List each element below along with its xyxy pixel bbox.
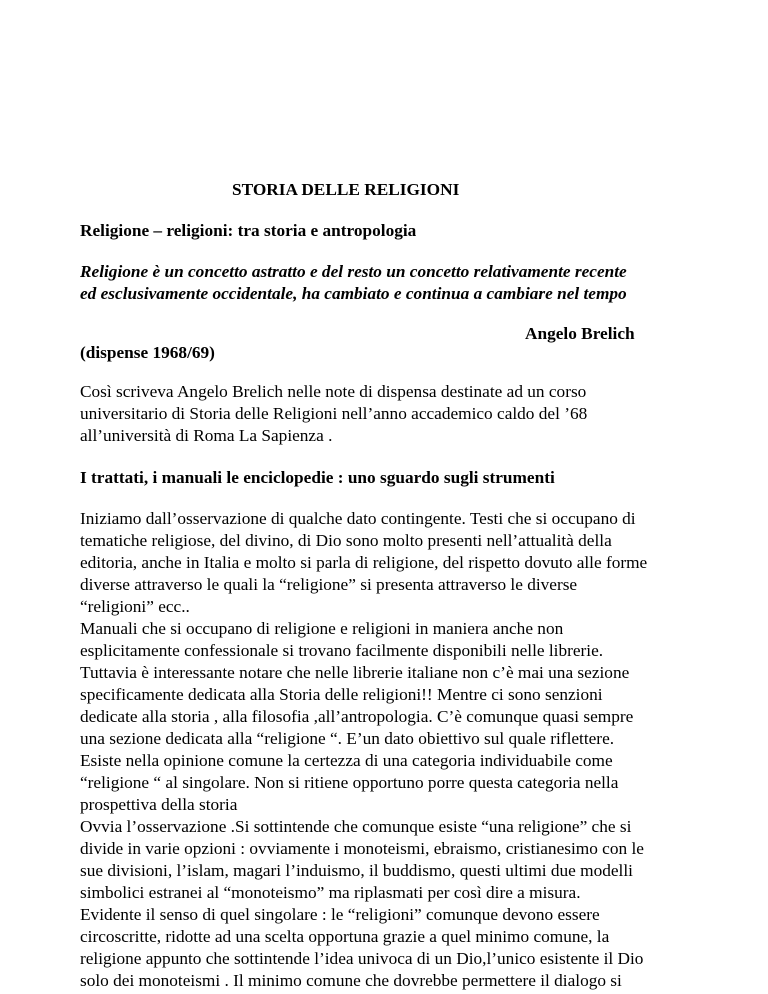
body-line: solo dei monoteismi . Il minimo comune che dovrebbe permettere il dialogo si — [80, 971, 622, 990]
body-line: Esiste nella opinione comune la certezza di una categoria individuabile come — [80, 751, 613, 770]
body-line: simbolici estranei al “monoteismo” ma riplasmati per così dire a misura. — [80, 883, 581, 902]
body-line: “religioni” ecc.. — [80, 597, 190, 616]
body-line: “religione “ al singolare. Non si ritiene opportuno porre questa categoria nella — [80, 773, 619, 792]
body-line: divide in varie opzioni : ovviamente i monoteismi, ebraismo, cristianesimo con le — [80, 839, 644, 858]
body-line: Manuali che si occupano di religione e religioni in maniera anche non — [80, 619, 564, 638]
body-line: prospettiva della storia — [80, 795, 238, 814]
quote-line: Religione è un concetto astratto e del resto un concetto relativamente recente — [80, 262, 627, 281]
body-line: Evidente il senso di quel singolare : le “religioni” comunque devono essere — [80, 905, 600, 924]
quote-author: Angelo Brelich — [525, 324, 635, 343]
body-line: tematiche religiose, del divino, di Dio sono molto presenti nell’attualità della — [80, 531, 612, 550]
body-line: Tuttavia è interessante notare che nelle librerie italiane non c’è mai una sezione — [80, 663, 630, 682]
section-heading: I trattati, i manuali le enciclopedie : uno sguardo sugli strumenti — [80, 468, 555, 487]
body-line: religione appunto che sottintende l’idea univoca di un Dio,l’unico esistente il Dio — [80, 949, 644, 968]
body-line: Iniziamo dall’osservazione di qualche dato contingente. Testi che si occupano di — [80, 509, 636, 528]
document-subtitle: Religione – religioni: tra storia e antropologia — [80, 221, 417, 240]
body-line: specificamente dedicata alla Storia delle religioni!! Mentre ci sono senzioni — [80, 685, 603, 704]
quote-source: (dispense 1968/69) — [80, 343, 215, 362]
body-line: sue divisioni, l’islam, magari l’induismo, il buddismo, questi ultimi due modelli — [80, 861, 633, 880]
body-line: esplicitamente confessionale si trovano facilmente disponibili nelle librerie. — [80, 641, 604, 660]
intro-line: universitario di Storia delle Religioni nell’anno accademico caldo del ’68 — [80, 404, 588, 423]
body-line: editoria, anche in Italia e molto si parla di religione, del rispetto dovuto alle forme — [80, 553, 648, 572]
quote-line: ed esclusivamente occidentale, ha cambiato e continua a cambiare nel tempo — [80, 284, 627, 303]
body-line: una sezione dedicata alla “religione “. E’un dato obiettivo sul quale riflettere. — [80, 729, 615, 748]
intro-line: Così scriveva Angelo Brelich nelle note di dispensa destinate ad un corso — [80, 382, 587, 401]
body-line: Ovvia l’osservazione .Si sottintende che comunque esiste “una religione” che si — [80, 817, 632, 836]
document-title: STORIA DELLE RELIGIONI — [232, 180, 460, 199]
body-line: dedicate alla storia , alla filosofia ,all’antropologia. C’è comunque quasi sempre — [80, 707, 634, 726]
body-line: diverse attraverso le quali la “religione” si presenta attraverso le diverse — [80, 575, 578, 594]
body-line: circoscritte, ridotte ad una scelta opportuna grazie a quel minimo comune, la — [80, 927, 610, 946]
intro-line: all’università di Roma La Sapienza . — [80, 426, 333, 445]
